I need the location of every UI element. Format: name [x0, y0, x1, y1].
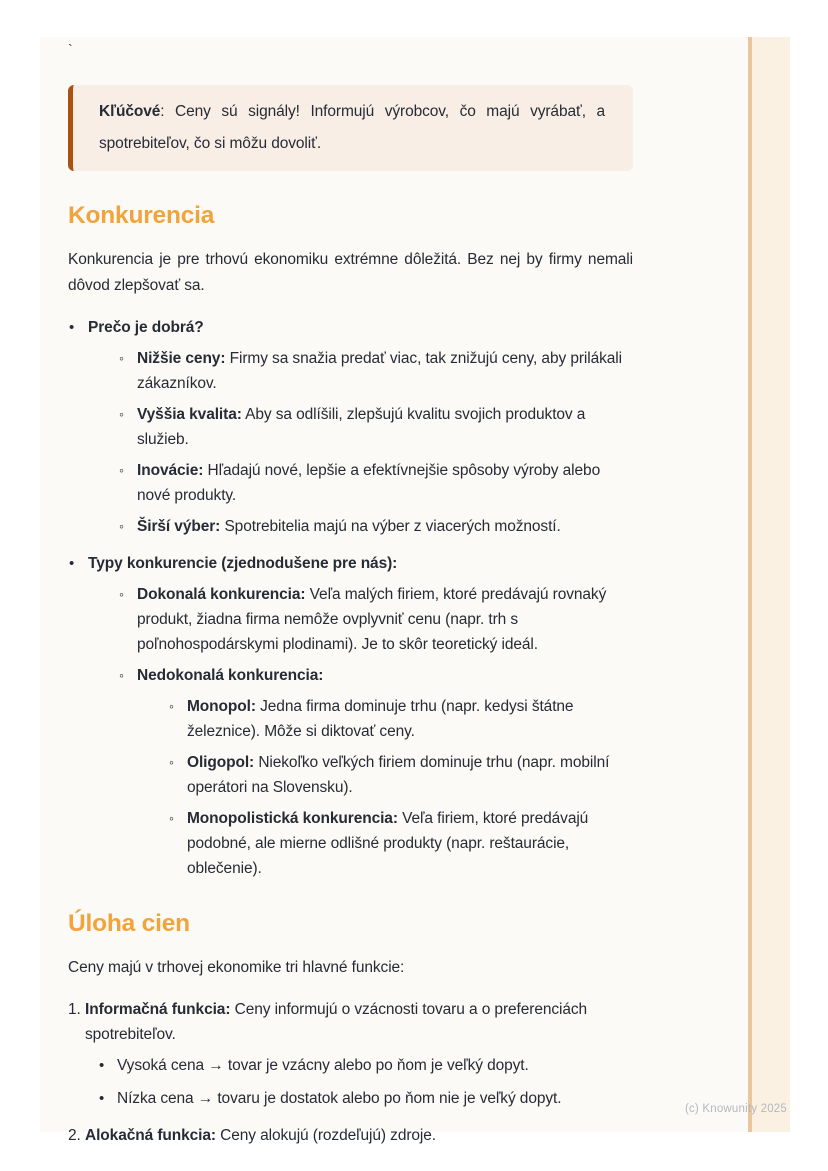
item-text: Firmy sa snažia predať viac, tak znižujú ceny, aby prilákali zákazníkov. — [137, 350, 622, 392]
list-item-sirsi-vyber — [118, 514, 633, 539]
item-text: Jedna firma dominuje trhu (napr. kedysi štátne železnice). Môže si diktovať ceny. — [187, 698, 574, 740]
bullet-icon: • — [69, 319, 75, 336]
list-item-dokonala — [118, 582, 633, 657]
item-lead: Monopol: — [187, 698, 256, 715]
item-text: Hľadajú nové, lepšie a efektívnejšie spôsoby výroby alebo nové produkty. — [137, 462, 601, 504]
circle-bullet-icon: ◦ — [169, 810, 174, 826]
item-text: Veľa firiem, ktoré predávajú podobné, ale mierne odlišné produkty (napr. reštaurácie, oblečenie). — [187, 810, 589, 877]
item-lead: Nedokonalá konkurencia: — [137, 667, 324, 684]
list-item-typy-konkurencie — [68, 551, 633, 881]
circle-bullet-icon: ◦ — [119, 586, 124, 602]
stray-backtick: ` — [68, 41, 73, 57]
circle-bullet-icon: ◦ — [119, 350, 124, 366]
item-text: Ceny informujú o vzácnosti tovaru a o preferenciách spotrebiteľov. — [85, 1001, 588, 1043]
item-lead: Alokačná funkcia: — [85, 1127, 216, 1144]
item-lead: Dokonalá konkurencia: — [137, 586, 306, 603]
heading-uloha-cien: Úloha cien — [68, 910, 190, 937]
heading-konkurencia: Konkurencia — [68, 202, 215, 229]
item-text: Aby sa odlíšili, zlepšujú kvalitu svojich produktov a služieb. — [137, 406, 586, 448]
circle-bullet-icon: ◦ — [119, 518, 124, 534]
list-item-nedokonala — [118, 663, 633, 881]
list-item-inovacie — [118, 458, 633, 508]
sub-bullet-vysoka — [98, 1053, 633, 1078]
item-text: Vysoká cena → tovar je vzácny alebo po ňom je veľký dopyt. — [117, 1057, 529, 1074]
item-lead: Typy konkurencie (zjednodušene pre nás): — [88, 555, 398, 572]
sublist — [118, 346, 633, 539]
callout-text: : Ceny sú signály! Informujú výrobcov, čo majú vyrábať, a spotrebiteľov, čo si môžu dovoliť. — [99, 103, 605, 152]
sublist — [118, 582, 633, 881]
bullet-icon: • — [69, 555, 75, 572]
item-lead: Nižšie ceny: — [137, 350, 226, 367]
item-lead: Prečo je dobrá? — [88, 319, 204, 336]
circle-bullet-icon: ◦ — [119, 667, 124, 683]
item-lead: Informačná funkcia: — [85, 1001, 231, 1018]
sublist — [168, 694, 633, 881]
list-number: 2. — [68, 1127, 81, 1144]
watermark: (c) Knowunity 2025 — [684, 1103, 787, 1115]
list-item-nizsie-ceny — [118, 346, 633, 396]
list-item-oligopol — [168, 750, 633, 800]
key-callout — [68, 85, 633, 171]
item-lead: Širší výber: — [137, 518, 221, 535]
item-text: Niekoľko veľkých firiem dominuje trhu (napr. mobilní operátori na Slovensku). — [187, 754, 610, 796]
item-text: Veľa malých firiem, ktoré predávajú rovnaký produkt, žiadna firma nemôže ovplyvniť cenu (napr. trh s poľnohospodárskymi plodinami). Je to skôr teoretický ideál. — [137, 586, 607, 653]
list-item-monopol — [168, 694, 633, 744]
circle-bullet-icon: ◦ — [119, 406, 124, 422]
item-lead: Monopolistická konkurencia: — [187, 810, 398, 827]
item-lead: Inovácie: — [137, 462, 204, 479]
competition-intro: Konkurencia je pre trhovú ekonomiku extrémne dôležitá. Bez nej by firmy nemali dôvod zlepšovať sa. — [68, 251, 633, 294]
circle-bullet-icon: ◦ — [119, 462, 124, 478]
bullet-icon: • — [99, 1090, 105, 1107]
item-text: Spotrebitelia majú na výber z viacerých možností. — [220, 518, 561, 535]
prices-intro: Ceny majú v trhovej ekonomike tri hlavné funkcie: — [68, 959, 405, 976]
competition-list — [68, 315, 633, 881]
item-lead: Vyššia kvalita: — [137, 406, 242, 423]
list-item-monopolisticka — [168, 806, 633, 881]
list-item-preco — [68, 315, 633, 539]
item-lead: Oligopol: — [187, 754, 255, 771]
prices-ordered-list — [68, 997, 633, 1148]
item-text: Nízka cena → tovaru je dostatok alebo po ňom nie je veľký dopyt. — [117, 1090, 562, 1107]
ordered-item-informacna — [68, 997, 633, 1111]
bullet-icon: • — [99, 1057, 105, 1074]
list-item-vyssia-kvalita — [118, 402, 633, 452]
ordered-item-alokacna — [68, 1123, 633, 1148]
document-content — [40, 37, 790, 1148]
document-card — [40, 37, 790, 1144]
sub-bullet-nizka — [98, 1086, 633, 1111]
callout-lead: Kľúčové — [99, 103, 161, 120]
circle-bullet-icon: ◦ — [169, 754, 174, 770]
list-number: 1. — [68, 1001, 81, 1018]
item-text: Ceny alokujú (rozdeľujú) zdroje. — [215, 1127, 437, 1144]
circle-bullet-icon: ◦ — [169, 698, 174, 714]
